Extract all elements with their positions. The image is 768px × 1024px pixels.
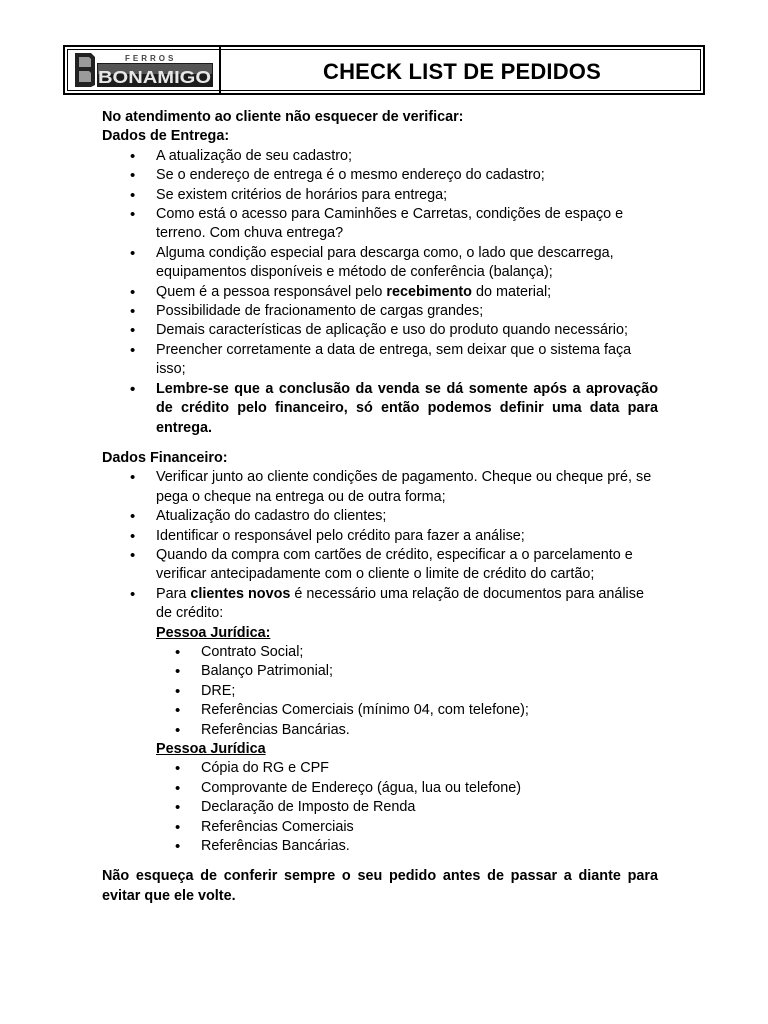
list-item: • DRE; [201, 682, 658, 701]
list-item: • Referências Bancárias. [201, 837, 658, 856]
intro-text: No atendimento ao cliente não esquecer de verificar: [102, 109, 464, 125]
list-item: • Declaração de Imposto de Renda [201, 798, 658, 817]
delivery-heading: Dados de Entrega: [102, 128, 230, 145]
document-header [63, 45, 705, 95]
list-item: • Referências Bancárias. [201, 721, 658, 740]
item-emphasis: recebimento [386, 283, 472, 300]
list-item: • Possibilidade de fracionamento de cargas grandes; [156, 302, 658, 321]
list-item-important: • Lembre-se que a conclusão da venda se dá somente após a aprovação de crédito pelo financeiro, só então podemos definir uma data para entrega. [156, 380, 658, 438]
logo-text: BONAMIGO [98, 67, 211, 87]
individual-list [102, 759, 658, 856]
closing-note: Não esqueça de conferir sempre o seu pedido antes de passar a diante para evitar que ele volte. [102, 868, 658, 904]
finance-heading: Dados Financeiro: [102, 449, 228, 466]
individual-heading: Pessoa Jurídica [156, 741, 266, 757]
list-item: • Alguma condição especial para descarga como, o lado que descarrega, equipamentos disponíveis e método de conferência (balança); [156, 244, 658, 283]
list-item: • Balanço Patrimonial; [201, 662, 658, 681]
list-item: • A atualização de seu cadastro; [156, 147, 658, 166]
item-text: Para [156, 585, 191, 602]
list-item: • Como está o acesso para Caminhões e Carretas, condições de espaço e terreno. Com chuva entrega? [156, 205, 658, 244]
list-item: • Quando da compra com cartões de crédito, especificar a o parcelamento e verificar antecipadamente com o cliente o limite de crédito do cartão; [156, 546, 658, 585]
list-item: • Demais características de aplicação e uso do produto quando necessário; [156, 321, 658, 340]
list-item: • Referências Comerciais (mínimo 04, com telefone); [201, 701, 658, 720]
list-item: • Referências Comerciais [201, 818, 658, 837]
item-text: do material; [471, 283, 552, 300]
list-item: • Identificar o responsável pelo crédito para fazer a análise; [156, 527, 658, 546]
list-item: • Preencher corretamente a data de entrega, sem deixar que o sistema faça isso; [156, 341, 658, 380]
logo-small-text: FERROS [125, 54, 177, 63]
finance-list [102, 468, 658, 623]
item-text: é necessário uma relação de documentos para análise de crédito: [156, 585, 644, 622]
list-item: • Se o endereço de entrega é o mesmo endereço do cadastro; [156, 166, 658, 185]
delivery-list [102, 147, 658, 438]
list-item: • Se existem critérios de horários para entrega; [156, 186, 658, 205]
bonamigo-logo-graphic [67, 49, 217, 91]
list-item: • Contrato Social; [201, 643, 658, 662]
legal-entity-list [102, 643, 658, 740]
list-item: • Atualização do cadastro do clientes; [156, 507, 658, 526]
legal-entity-heading: Pessoa Jurídica: [156, 624, 271, 641]
list-item [156, 585, 658, 624]
item-text: Quem é a pessoa responsável pelo [156, 283, 387, 300]
document-body [102, 108, 658, 906]
title-cell [221, 47, 703, 93]
list-item: • Verificar junto ao cliente condições de pagamento. Cheque ou cheque pré, se pega o cheque na entrega ou de outra forma; [156, 468, 658, 507]
item-emphasis: clientes novos [190, 585, 291, 602]
list-item: • Comprovante de Endereço (água, lua ou telefone) [201, 779, 658, 798]
document-title: CHECK LIST DE PEDIDOS [322, 58, 601, 84]
list-item: • Cópia do RG e CPF [201, 759, 658, 778]
list-item [156, 283, 658, 302]
company-logo [65, 47, 221, 93]
